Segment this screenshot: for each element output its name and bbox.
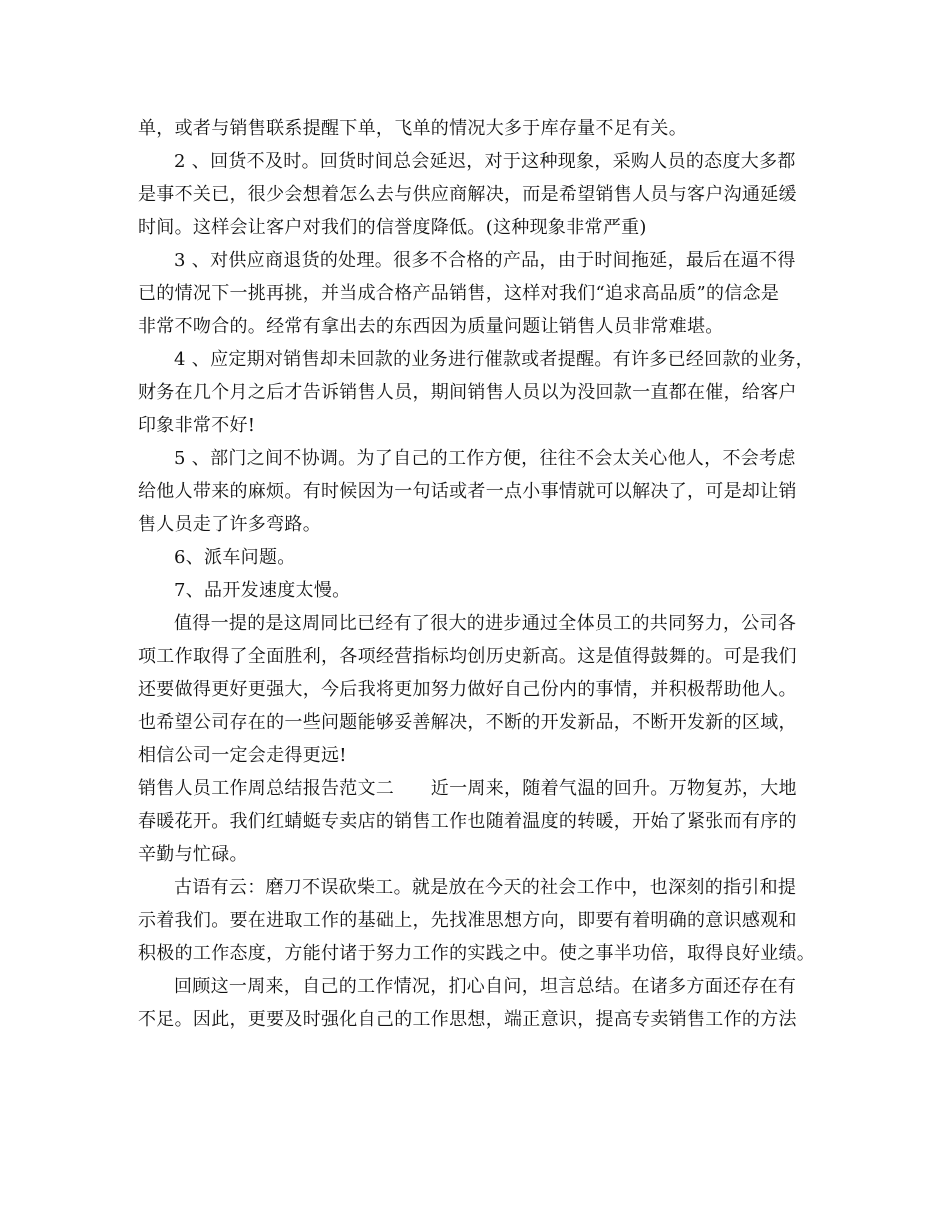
text-line: 印象非常不好!	[138, 415, 256, 436]
text-line: 非常不吻合的。经常有拿出去的东西因为质量问题让销售人员非常难堪。	[138, 316, 724, 337]
text-line: 财务在几个月之后才告诉销售人员，期间销售人员以为没回款一直都在催，给客户	[138, 382, 797, 403]
text-line: 积极的工作态度，方能付诸于努力工作的实践之中。使之事半功倍，取得良好业绩。	[138, 943, 816, 964]
text-line: 4 、应定期对销售却未回款的业务进行催款或者提醒。有许多已经回款的业务，	[174, 349, 814, 370]
text-line: 3 、对供应商退货的处理。很多不合格的产品，由于时间拖延，最后在逼不得	[174, 250, 796, 271]
text-line: 6、派车问题。	[174, 547, 296, 568]
document-page	[138, 112, 828, 1036]
text-line: 给他人带来的麻烦。有时候因为一句话或者一点小事情就可以解决了，可是却让销	[138, 481, 797, 502]
text-line: 已的情况下一挑再挑，并当成合格产品销售，这样对我们“追求高品质”的信念是	[138, 283, 780, 304]
text-line: 不足。因此，更要及时强化自己的工作思想，端正意识，提高专卖销售工作的方法	[138, 1009, 797, 1030]
text-line: 2 、回货不及时。回货时间总会延迟，对于这种现象，采购人员的态度大多都	[174, 151, 796, 172]
text-line: 春暖花开。我们红蜻蜓专卖店的销售工作也随着温度的转暖，开始了紧张而有序的	[138, 811, 797, 832]
text-line: 7、品开发速度太慢。	[174, 580, 351, 601]
text-line: 是事不关已，很少会想着怎么去与供应商解决，而是希望销售人员与客户沟通延缓	[138, 184, 797, 205]
text-line: 5 、部门之间不协调。为了自己的工作方便，往往不会太关心他人，不会考虑	[174, 448, 796, 469]
text-line: 还要做得更好更强大，今后我将更加努力做好自己份内的事情，并积极帮助他人。	[138, 679, 797, 700]
text-line: 单，或者与销售联系提醒下单，飞单的情况大多于库存量不足有关。	[138, 118, 687, 139]
text-line: 时间。这样会让客户对我们的信誉度降低。(这种现象非常严重)	[138, 217, 647, 238]
text-line: 售人员走了许多弯路。	[138, 514, 321, 535]
text-line: 相信公司一定会走得更远!	[138, 745, 347, 766]
text-line: 古语有云：磨刀不误砍柴工。就是放在今天的社会工作中，也深刻的指引和提	[174, 877, 797, 898]
text-line: 也希望公司存在的一些问题能够妥善解决，不断的开发新品，不断开发新的区域，	[138, 712, 797, 733]
text-line: 项工作取得了全面胜利，各项经营指标均创历史新高。这是值得鼓舞的。可是我们	[138, 646, 797, 667]
text-line: 示着我们。要在进取工作的基础上，先找准思想方向，即要有着明确的意识感观和	[138, 910, 797, 931]
text-line: 回顾这一周来，自己的工作情况，扪心自问，坦言总结。在诸多方面还存在有	[174, 976, 797, 997]
text-line: 辛勤与忙碌。	[138, 844, 248, 865]
section-heading-line: 销售人员工作周总结报告范文二 近一周来，随着气温的回升。万物复苏，大地	[138, 778, 797, 799]
text-line: 值得一提的是这周同比已经有了很大的进步通过全体员工的共同努力，公司各	[174, 613, 797, 634]
